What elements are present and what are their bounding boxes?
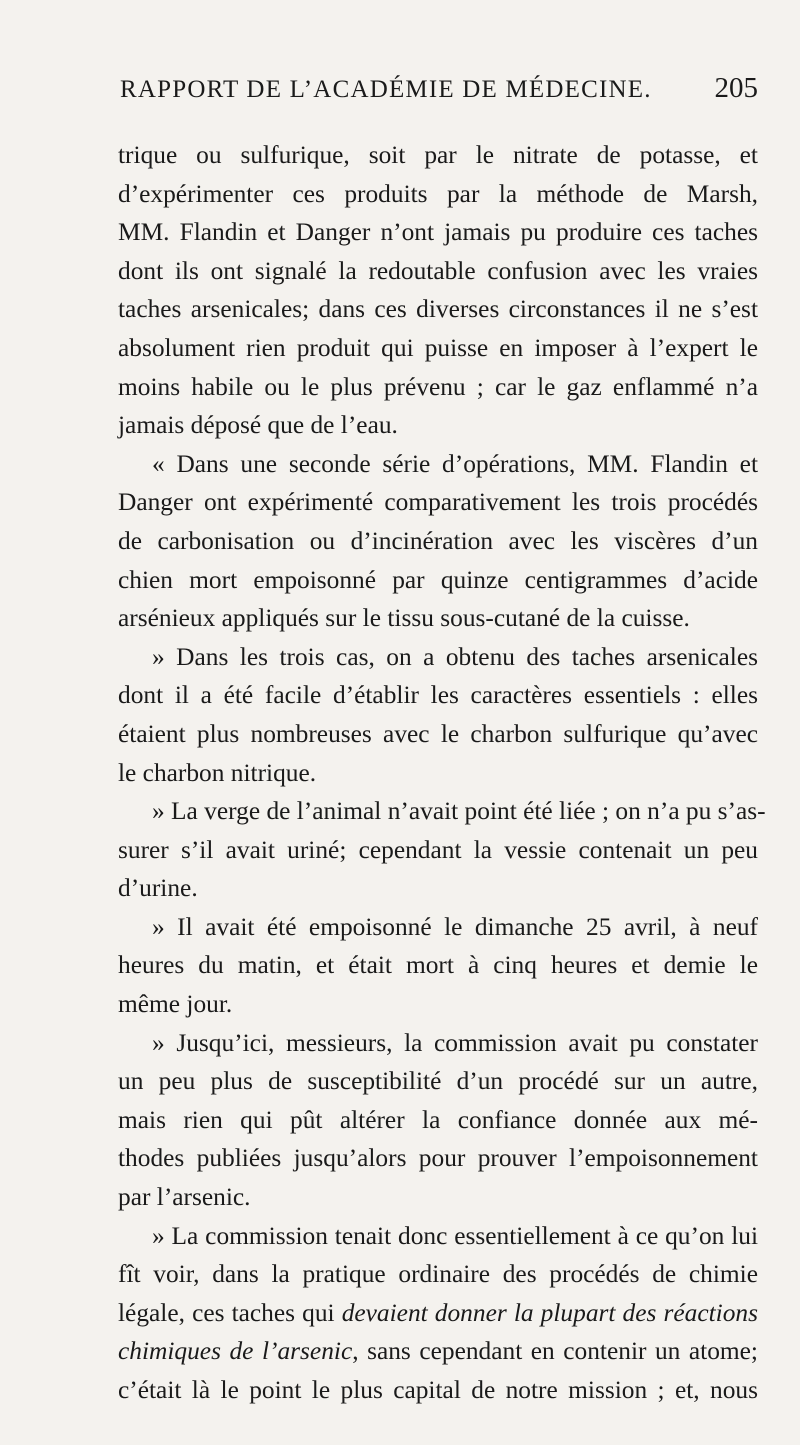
text-line: Danger ont expérimenté comparativement les trois procédés [118,488,758,517]
text-line: le charbon nitrique. [118,758,317,787]
text-line: » Il avait été empoisonné le dimanche 25 avril, à neuf [152,912,758,941]
text-line: de carbonisation ou d’incinération avec les viscères d’un [118,526,758,555]
text-line: heures du matin, et était mort à cinq heures et demie le [118,951,758,980]
text-line: » Dans les trois cas, on a obtenu des taches arsenicales [152,642,758,671]
text-line: arsénieux appliqués sur le tissu sous-cutané de la cuisse. [118,604,690,633]
text-line: un peu plus de susceptibilité d’un procédé sur un autre, [118,1067,758,1096]
body-text [118,136,766,1410]
text-line: surer s’il avait uriné; cependant la vessie contenait un peu [118,835,758,864]
running-head: RAPPORT DE L’ACADÉMIE DE MÉDECINE. [120,76,652,103]
italic-phrase: devaient donner la plupart des réactions [341,1298,758,1327]
text-line: » La verge de l’animal n’avait point été liée ; on n’a pu s’as- [152,797,766,826]
text-line: étaient plus nombreuses avec le charbon sulfurique qu’avec [118,719,758,748]
text-line: jamais déposé que de l’eau. [118,411,398,440]
text-line: même jour. [118,990,233,1019]
text-segment: , sans cependant en contenir un atome; [352,1337,758,1366]
text-line: par l’arsenic. [118,1183,251,1212]
text-line: » Jusqu’ici, messieurs, la commission avait pu constater [152,1028,758,1057]
text-line: absolument rien produit qui puisse en imposer à l’expert le [118,333,758,362]
italic-phrase: chimiques de l’arsenic [118,1337,353,1366]
text-line: mais rien qui pût altérer la confiance donnée aux mé- [118,1105,758,1134]
text-line: c’était là le point le plus capital de notre mission ; et, nous [118,1376,758,1404]
text-line: d’expérimenter ces produits par la méthode de Marsh, [118,179,758,208]
text-line: moins habile ou le plus prévenu ; car le gaz enflammé n’a [118,372,758,401]
text-line: chien mort empoisonné par quinze centigrammes d’acide [118,565,758,594]
text-line: dont ils ont signalé la redoutable confusion avec les vraies [118,256,758,285]
text-line: thodes publiées jusqu’alors pour prouver l’empoisonnement [118,1144,758,1173]
page [118,0,766,1410]
page-header [118,72,758,136]
text-line [118,1294,758,1333]
text-line: « Dans une seconde série d’opérations, MM. Flandin et [152,449,758,478]
text-line: » La commission tenait donc essentiellement à ce qu’on lui [152,1221,758,1250]
text-line: taches arsenicales; dans ces diverses circonstances il ne s’est [118,295,758,324]
text-segment: légale, ces taches qui [118,1298,342,1327]
page-number: 205 [714,72,758,104]
text-line: trique ou sulfurique, soit par le nitrate de potasse, et [118,141,758,169]
text-line: dont il a été facile d’établir les caractères essentiels : elles [118,681,758,710]
text-line: d’urine. [118,874,198,903]
text-line: fît voir, dans la pratique ordinaire des procédés de chimie [118,1260,758,1289]
text-line [118,1332,758,1371]
text-line: MM. Flandin et Danger n’ont jamais pu produire ces taches [118,218,758,247]
